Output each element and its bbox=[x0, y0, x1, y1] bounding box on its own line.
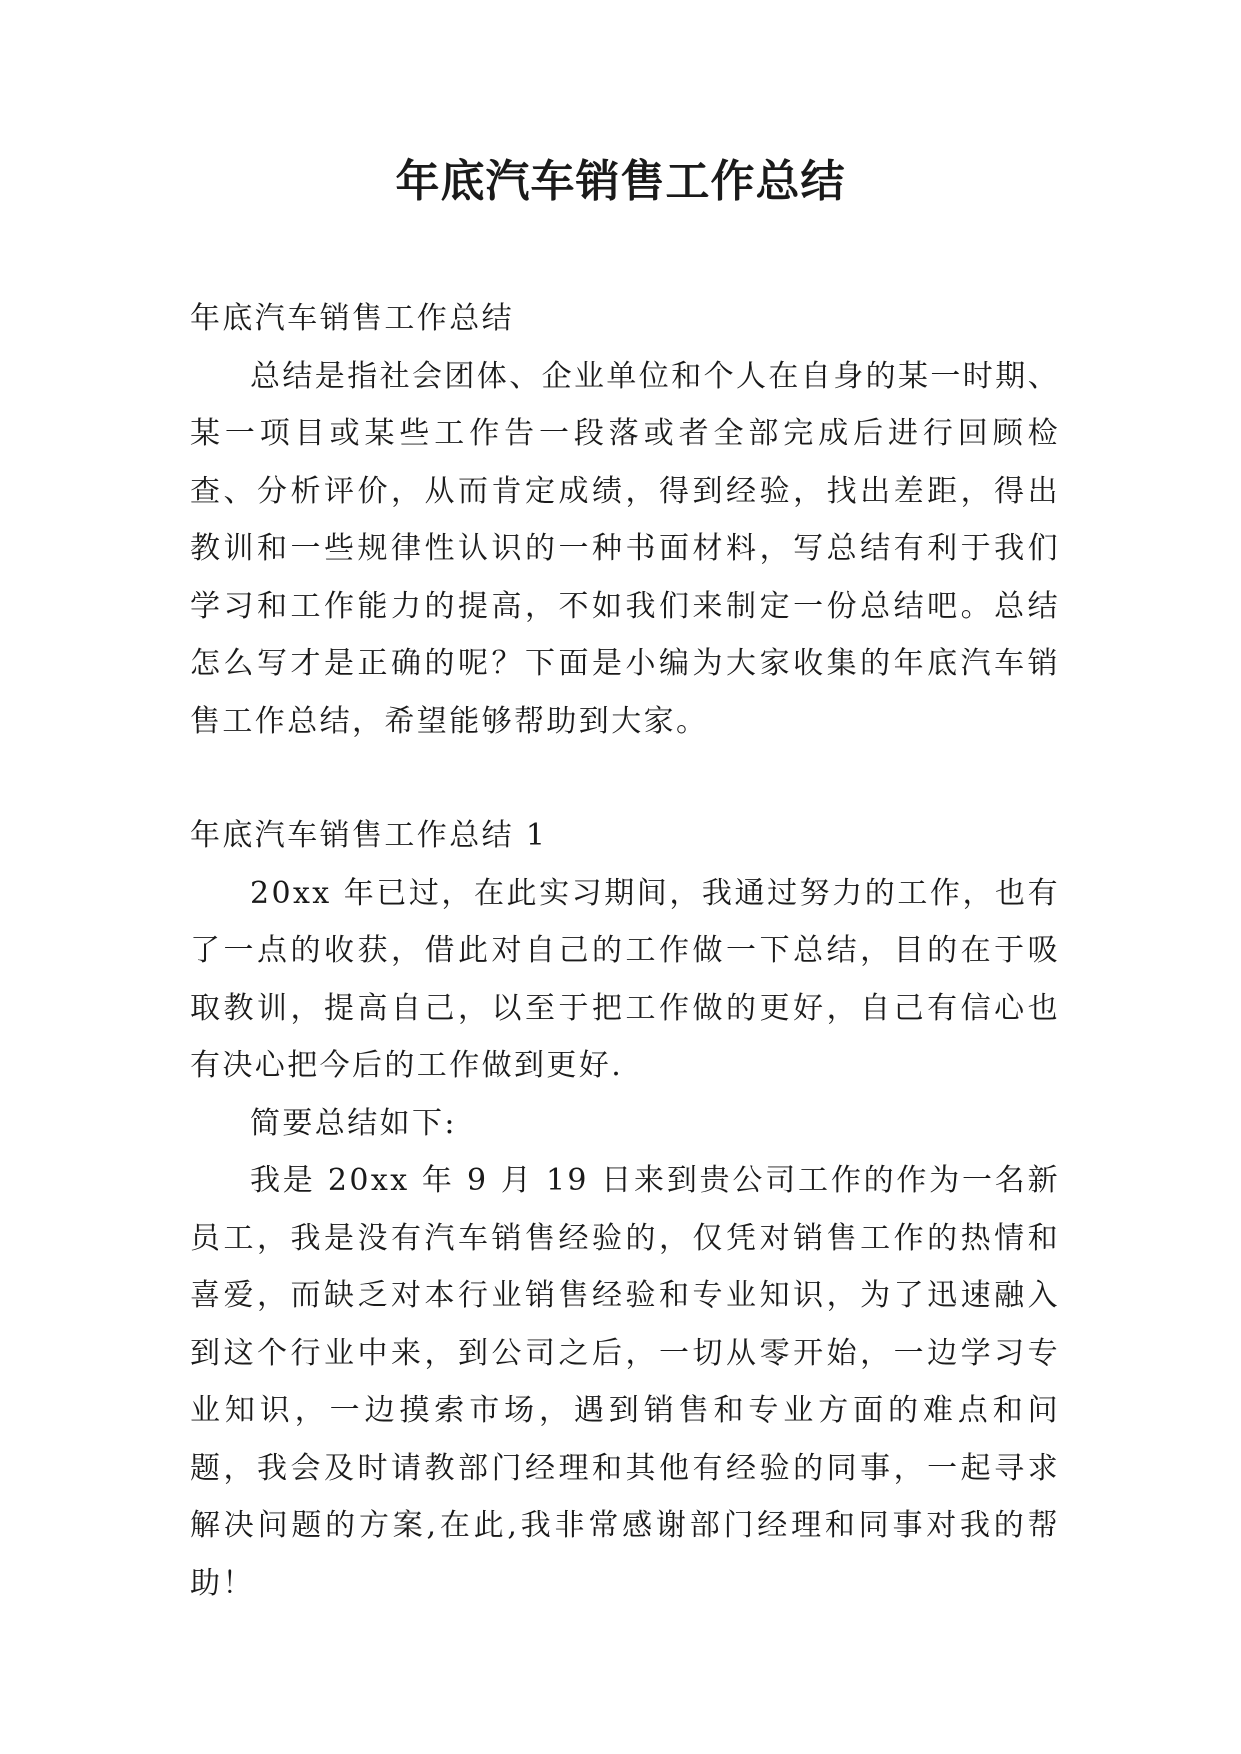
paragraph: 总结是指社会团体、企业单位和个人在自身的某一时期、某一项目或某些工作告一段落或者全部完成后进行回顾检查、分析评价，从而肯定成绩，得到经验，找出差距，得出教训和一些规律性认识的一种书面材料，写总结有利于我们学习和工作能力的提高，不如我们来制定一份总结吧。总结怎么写才是正确的呢？下面是小编为大家收集的年底汽车销售工作总结，希望能够帮助到大家。 bbox=[190, 358, 1060, 739]
paragraph: 简要总结如下: bbox=[250, 1105, 457, 1141]
section-intro bbox=[190, 290, 1060, 750]
section-heading: 年底汽车销售工作总结 1 bbox=[190, 818, 548, 853]
section-summary-1 bbox=[190, 807, 1060, 1612]
section-spacer bbox=[190, 750, 1060, 807]
document-body bbox=[190, 290, 1060, 1612]
paragraph: 20xx 年已过，在此实习期间，我通过努力的工作，也有了一点的收获，借此对自己的工作做一下总结，目的在于吸取教训，提高自己，以至于把工作做的更好，自己有信心也有决心把今后的工作做到更好. bbox=[190, 875, 1060, 1083]
document-title: 年底汽车销售工作总结 bbox=[395, 156, 846, 207]
section-heading: 年底汽车销售工作总结 bbox=[190, 301, 514, 336]
paragraph: 我是 20xx 年 9 月 19 日来到贵公司工作的作为一名新员工，我是没有汽车销售经验的，仅凭对销售工作的热情和喜爱，而缺乏对本行业销售经验和专业知识，为了迅速融入到这个行业中来，到公司之后，一切从零开始，一边学习专业知识，一边摸索市场，遇到销售和专业方面的难点和问题，我会及时请教部门经理和其他有经验的同事，一起寻求解决问题的方案,在此,我非常感谢部门经理和同事对我的帮助！ bbox=[190, 1163, 1060, 1601]
